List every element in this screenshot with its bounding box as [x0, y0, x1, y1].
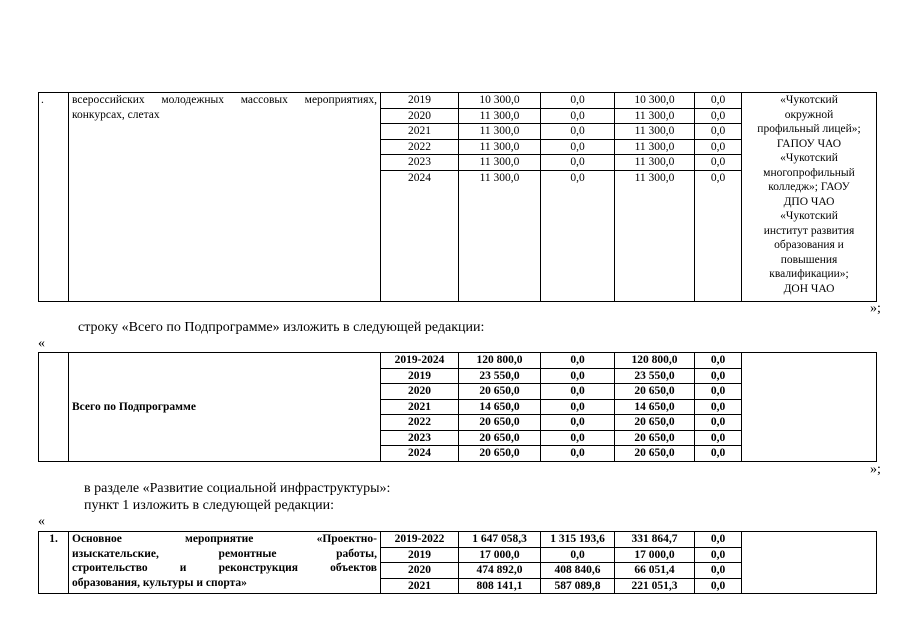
federal-cell: 1 315 193,6 [541, 532, 615, 548]
executor-line: окружной [784, 108, 834, 121]
regional-cell: 14 650,0 [615, 399, 695, 415]
table-row [39, 93, 877, 109]
regional-cell: 20 650,0 [615, 446, 695, 462]
other-cell: 0,0 [695, 108, 742, 124]
year-cell: 2019-2024 [381, 353, 459, 369]
activity-name-line: строительство и реконструкция объектов [72, 562, 377, 574]
other-cell: 0,0 [695, 563, 742, 579]
other-cell: 0,0 [695, 578, 742, 594]
regional-cell: 11 300,0 [615, 108, 695, 124]
federal-cell: 0,0 [541, 93, 615, 109]
table-youth-events [38, 92, 877, 302]
other-cell: 0,0 [695, 353, 742, 369]
total-cell: 11 300,0 [459, 108, 541, 124]
paragraph-instruction: строку «Всего по Подпрограмме» изложить в следующей редакции: [78, 320, 485, 335]
year-cell: 2019 [381, 368, 459, 384]
total-cell: 474 892,0 [459, 563, 541, 579]
federal-cell: 0,0 [541, 353, 615, 369]
year-cell: 2020 [381, 384, 459, 400]
other-cell: 0,0 [695, 430, 742, 446]
activity-name [69, 532, 381, 594]
regional-cell: 120 800,0 [615, 353, 695, 369]
executor-line: квалификации»; [769, 268, 849, 280]
federal-cell: 0,0 [541, 547, 615, 563]
total-cell: 17 000,0 [459, 547, 541, 563]
regional-cell: 66 051,4 [615, 563, 695, 579]
federal-cell: 0,0 [541, 170, 615, 301]
federal-cell: 0,0 [541, 430, 615, 446]
total-cell: 808 141,1 [459, 578, 541, 594]
paragraph-section: в разделе «Развитие социальной инфраструктуры»: [84, 481, 391, 496]
total-label: Всего по Подпрограмме [69, 353, 381, 462]
total-cell: 11 300,0 [459, 170, 541, 301]
executors-cell [742, 353, 877, 462]
regional-cell: 20 650,0 [615, 384, 695, 400]
executor-line: профильный лицей»; [757, 123, 861, 135]
year-cell: 2023 [381, 430, 459, 446]
total-cell: 20 650,0 [459, 446, 541, 462]
executors-cell [742, 532, 877, 594]
other-cell: 0,0 [695, 384, 742, 400]
executor-line: повышения [780, 253, 838, 266]
year-cell: 2019-2022 [381, 532, 459, 548]
year-cell: 2022 [381, 139, 459, 155]
other-cell: 0,0 [695, 139, 742, 155]
regional-cell: 11 300,0 [615, 170, 695, 301]
regional-cell: 331 864,7 [615, 532, 695, 548]
other-cell: 0,0 [695, 532, 742, 548]
executor-line: ДОН ЧАО [783, 282, 835, 295]
total-cell: 1 647 058,3 [459, 532, 541, 548]
year-cell: 2020 [381, 108, 459, 124]
federal-cell: 0,0 [541, 446, 615, 462]
federal-cell: 0,0 [541, 368, 615, 384]
executor-line: ГАПОУ ЧАО [776, 137, 842, 150]
year-cell: 2023 [381, 155, 459, 171]
executors-cell [742, 93, 877, 302]
total-cell: 20 650,0 [459, 430, 541, 446]
executor-line: образования и [774, 239, 844, 251]
year-cell: 2019 [381, 547, 459, 563]
federal-cell: 0,0 [541, 415, 615, 431]
federal-cell: 587 089,8 [541, 578, 615, 594]
year-cell: 2024 [381, 170, 459, 301]
activity-name-line: Основное мероприятие «Проектно- [72, 533, 377, 545]
year-cell: 2021 [381, 578, 459, 594]
regional-cell: 11 300,0 [615, 139, 695, 155]
federal-cell: 0,0 [541, 384, 615, 400]
activity-name-line: образования, культуры и спорта» [72, 576, 247, 589]
other-cell: 0,0 [695, 155, 742, 171]
executor-line: колледж»; ГАОУ [768, 181, 850, 193]
table-main-activity [38, 531, 877, 594]
federal-cell: 0,0 [541, 139, 615, 155]
activity-name-line: изыскательские, ремонтные работы, [72, 547, 377, 560]
open-quote: « [38, 336, 45, 351]
regional-cell: 10 300,0 [615, 93, 695, 109]
total-cell: 11 300,0 [459, 124, 541, 140]
table-row [39, 532, 877, 548]
paragraph-point: пункт 1 изложить в следующей редакции: [84, 498, 334, 513]
row-index [39, 353, 69, 462]
executor-line: ДПО ЧАО [783, 195, 835, 208]
regional-cell: 20 650,0 [615, 430, 695, 446]
federal-cell: 0,0 [541, 155, 615, 171]
executor-line: институт развития [763, 224, 855, 237]
executor-line: многопрофильный [763, 166, 855, 179]
total-cell: 14 650,0 [459, 399, 541, 415]
regional-cell: 11 300,0 [615, 124, 695, 140]
federal-cell: 0,0 [541, 124, 615, 140]
federal-cell: 0,0 [541, 108, 615, 124]
close-quote: »; [870, 462, 881, 477]
year-cell: 2020 [381, 563, 459, 579]
regional-cell: 221 051,3 [615, 578, 695, 594]
regional-cell: 20 650,0 [615, 415, 695, 431]
other-cell: 0,0 [695, 124, 742, 140]
year-cell: 2021 [381, 399, 459, 415]
total-cell: 10 300,0 [459, 93, 541, 109]
total-cell: 20 650,0 [459, 415, 541, 431]
open-quote: « [38, 514, 45, 529]
year-cell: 2022 [381, 415, 459, 431]
other-cell: 0,0 [695, 368, 742, 384]
total-cell: 23 550,0 [459, 368, 541, 384]
federal-cell: 408 840,6 [541, 563, 615, 579]
total-cell: 120 800,0 [459, 353, 541, 369]
executor-line: «Чукотский [780, 152, 838, 164]
year-cell: 2024 [381, 446, 459, 462]
other-cell: 0,0 [695, 170, 742, 301]
regional-cell: 23 550,0 [615, 368, 695, 384]
year-cell: 2021 [381, 124, 459, 140]
year-cell: 2019 [381, 93, 459, 109]
row-index: . [39, 93, 69, 302]
total-cell: 11 300,0 [459, 155, 541, 171]
row-index: 1. [39, 532, 69, 594]
total-cell: 20 650,0 [459, 384, 541, 400]
total-cell: 11 300,0 [459, 139, 541, 155]
regional-cell: 11 300,0 [615, 155, 695, 171]
federal-cell: 0,0 [541, 399, 615, 415]
activity-name: всероссийских молодежных массовых мероприятиях, конкурсах, слетах [69, 93, 381, 302]
close-quote: »; [870, 301, 881, 316]
other-cell: 0,0 [695, 415, 742, 431]
executor-line: «Чукотский [780, 94, 838, 106]
other-cell: 0,0 [695, 399, 742, 415]
other-cell: 0,0 [695, 547, 742, 563]
table-subprogram-total [38, 352, 877, 462]
other-cell: 0,0 [695, 446, 742, 462]
other-cell: 0,0 [695, 93, 742, 109]
regional-cell: 17 000,0 [615, 547, 695, 563]
executor-line: «Чукотский [780, 210, 838, 222]
table-row [39, 353, 877, 369]
